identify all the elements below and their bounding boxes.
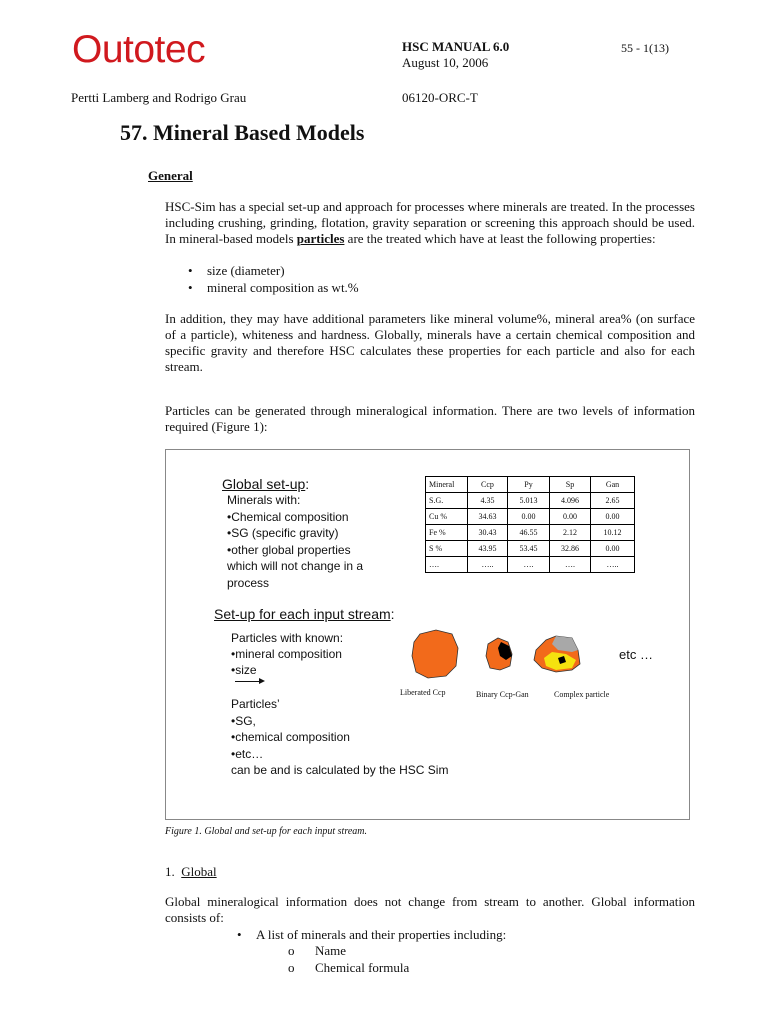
particle-label: Complex particle: [554, 690, 610, 699]
figure-1: [165, 449, 690, 820]
etc-label: etc …: [619, 647, 653, 662]
page-number: 55 - 1(13): [621, 41, 669, 55]
figure-caption: Figure 1. Global and set-up for each input stream.: [165, 826, 368, 837]
text-line: •size: [231, 663, 257, 677]
particles-emphasis: particles: [296, 231, 345, 246]
text-line: •SG,: [231, 713, 256, 728]
text-line: Particles with known:: [231, 631, 344, 645]
paragraph-additional: In addition, they may have additional parameters like mineral volume%, mineral area% (on surface of a particle), whiteness and hardness. Globally, minerals have a certain chemical composition and specific gravity and therefore HSC calculates these properties for each particle and also for each stream.: [165, 311, 695, 374]
text-line: process: [227, 575, 270, 590]
table-header-row: [426, 477, 635, 493]
table-cell: ….: [508, 557, 550, 573]
table-cell: Fe %: [426, 525, 468, 541]
particle-illustrations: [406, 626, 616, 686]
text-line: •other global properties: [227, 542, 351, 557]
list-item: • size (diameter): [182, 262, 359, 279]
doc-code: 06120-ORC-T: [402, 90, 478, 105]
particle-label: Binary Ccp-Gan: [476, 690, 529, 699]
global-setup-lines: [227, 492, 363, 591]
global-info-list: [231, 926, 506, 943]
text-line: •mineral composition: [231, 647, 342, 661]
text-line: can be and is calculated by the HSC Sim: [231, 763, 449, 777]
page-title: 57. Mineral Based Models: [120, 120, 365, 145]
text-line: Minerals with:: [227, 493, 301, 507]
calculated-properties-lines: [231, 696, 448, 779]
table-cell: …..: [468, 557, 508, 573]
table-cell: ….: [426, 557, 468, 573]
text-line: •chemical composition: [231, 730, 350, 744]
header-date: August 10, 2006: [402, 55, 489, 70]
list-item: • mineral composition as wt.%: [182, 279, 359, 296]
property-list: [182, 262, 359, 296]
table-row: [426, 493, 635, 509]
table-cell: 4.35: [468, 493, 508, 509]
table-cell: ….: [550, 557, 591, 573]
table-cell: 0.00: [591, 541, 635, 557]
complex-particle: [534, 636, 580, 672]
section-heading-general: General: [148, 168, 193, 183]
table-cell: S.G.: [426, 493, 468, 509]
binary-ccp-gan-particle: [486, 638, 512, 670]
table-row: [426, 541, 635, 557]
table-cell: Cu %: [426, 509, 468, 525]
table-cell: 2.65: [591, 493, 635, 509]
global-setup-title: Global set-up:: [222, 476, 310, 492]
authors: Pertti Lamberg and Rodrigo Grau: [71, 90, 247, 105]
table-cell: 46.55: [508, 525, 550, 541]
table-cell: 4.096: [550, 493, 591, 509]
table-cell: 10.12: [591, 525, 635, 541]
table-header-cell: Gan: [591, 477, 635, 493]
text-line: •SG (specific gravity): [227, 526, 339, 540]
paragraph-intro: HSC-Sim has a special set-up and approach for processes where minerals are treated. In the processes including crushing, grinding, flotation, gravity separation or screening this approach should be used. In mineral-based models particles are the treated which have at least the following properties:: [165, 199, 695, 246]
mineral-table: [425, 476, 635, 573]
table-row: [426, 509, 635, 525]
stream-setup-lines: [231, 630, 343, 678]
text-line: •Chemical composition: [227, 509, 349, 524]
table-cell: S %: [426, 541, 468, 557]
paragraph-levels: Particles can be generated through mineralogical information. There are two levels of information required (Figure 1):: [165, 403, 695, 434]
list-item: o Name: [288, 942, 409, 959]
table-row: [426, 557, 635, 573]
table-cell: 2.12: [550, 525, 591, 541]
paragraph-global: Global mineralogical information does not change from stream to another. Global information consists of:: [165, 894, 695, 925]
outotec-logo: Outotec: [72, 28, 206, 71]
liberated-ccp-particle: [412, 630, 458, 678]
table-cell: 0.00: [550, 509, 591, 525]
table-cell: …..: [591, 557, 635, 573]
table-header-cell: Sp: [550, 477, 591, 493]
property-sublist: [288, 942, 409, 976]
table-cell: 5.013: [508, 493, 550, 509]
list-item: • A list of minerals and their properties including:: [231, 926, 506, 943]
list-item: o Chemical formula: [288, 959, 409, 976]
table-header-cell: Mineral: [426, 477, 468, 493]
right-arrow-icon: [235, 681, 263, 682]
table-cell: 34.63: [468, 509, 508, 525]
table-cell: 30.43: [468, 525, 508, 541]
table-row: [426, 525, 635, 541]
manual-title: HSC MANUAL 6.0: [402, 39, 510, 54]
particle-label: Liberated Ccp: [400, 688, 446, 697]
table-cell: 0.00: [508, 509, 550, 525]
table-header-cell: Py: [508, 477, 550, 493]
table-cell: 0.00: [591, 509, 635, 525]
text-line: Particles’: [231, 697, 280, 711]
text-line: which will not change in a: [227, 559, 364, 573]
table-cell: 32.86: [550, 541, 591, 557]
table-cell: 53.45: [508, 541, 550, 557]
text-line: •etc…: [231, 746, 264, 761]
stream-setup-title: Set-up for each input stream:: [214, 606, 395, 622]
table-cell: 43.95: [468, 541, 508, 557]
table-header-cell: Ccp: [468, 477, 508, 493]
section-heading-global: 1. Global: [165, 864, 217, 879]
